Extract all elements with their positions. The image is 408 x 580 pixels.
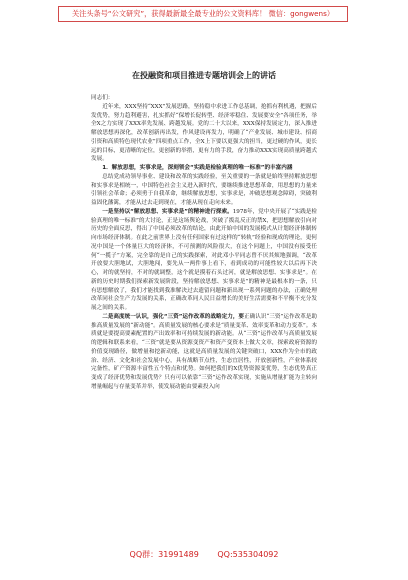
salutation: 同志们： <box>91 95 114 101</box>
promo-banner: 关注头条号“公文研究”，获得最新最全最专业的公文资料库！ 微信：gongwens） <box>58 6 348 22</box>
contact-footer <box>0 549 408 560</box>
document-title: 在投融资和项目推进专题培训会上的讲话 <box>132 71 276 80</box>
paragraph: 二是高度统一认识，强化“三资”运作改革的战略定力，要正确认识“三资”运作改革是助推高质量发展的“新动能”。高质量发展的核心要求是“质量变革、效率变革和动力变革”。本质就是要提高要素配置的产出效率和可持续发展的新动能。从“三资”运作改革与高质量发展的逻辑和联系来看，“三资”就是要从资源变资产和资产变资本上做大文章，探索政府资源的价值变现路径，做增量和挖新动能，这就是高质量发展的关键突破口，XXX作为全市的政治、经济、文化和社会发展中心，具有战略节点性，生态宜居性，开放创新性，产业体系较完备性，矿产资源丰富性五个特点和优势。如何把我们的X优势资源变优势，生态优势真正变成了经济优势和发展优势？只有可以依靠“三资”运作改革实现，实施从增量扩能为主转向增量崛起与存量变革并举，使发展动能由要素投入向 <box>91 313 317 390</box>
document-body <box>91 94 317 392</box>
qq-group: QQ群：31991489 <box>129 550 199 559</box>
paragraph: 总结党成功领导事业、建设和改革的实践经验，至关重要的一条就是始终坚持解放思想和实事求是相统一，中国特色社会主义进入新时代，要继续推进思想革命，用思想的力量来引领社会革命；必须勇于自我革命，继续解放思想，实事求是，冲破思想观念障碍，突破利益固化藩篱，才能从过去走到现在，才能从现在走向未来。 <box>91 173 317 206</box>
paragraph: 一是坚持以“解放思想、实事求是”的精神进行探索。1978年，党中央开展了“实践是检验真理的唯一标准”的大讨论，正是这场舆论战，突破了拨乱反正的禁X，把思想解放引向对历史的全面反思，得出了中国必须改革的结论，由此开始中国的发展模式从计划经济体制转向市场经济体制。在此之前世界上没有任何国家有过这样的“转轨”经验和现成的理论，更何况中国是一个体量巨大的经济体，不可预测的风险很大，在这个问题上，中国没有接受任何“一揽子”方案，完全靠的是自己的实践探索，对此邓小平同志曾不厌其烦地强调，“改革开放要大胆地试，大胆地闯，要先从一两件事上看下，看到成功的可能性较大以后再下决心，对的就坚持，不对的就调整，这个就是摸着石头过河，就是解放思想、实事求是”。在新的历史时期我们探索新发展阶段，坚持解放思想、实事求是”的精神是最根本的一条，只有思想解放了，我们才能找到我准解决过去遗留问题和新出现一系列问题的办法，正确处理改革同社会生产力发展的关系，正确改革同人民日益增长的美好生活需要和不平衡不充分发展之间的关系。 <box>91 208 317 311</box>
paragraph: 近年来，XXX坚持“XXX”发展思路，坚持稳中求进工作总基调，抢抓有利机遇，把握后发优势，努力趋利避害，扎实抓好“保增长促转型、经济零稳住、发展要安全”各项任务，举全X之力实现了XXX率先发展、跨越发展。党的二十大以来，XXX保持发展定力，深入推进解放思想再深化，改革创新再出发，作风建设再发力，明确了“产业发展、城市建设、招商引资和高质特色现代农业”四项重点工作，全X上下要以更强大的担当，更过硬的作风，更长远的目标，更清晰的定位，更创新的举措，更有力的手段，奋力推动XXX实现高质量跨越式发展。 <box>91 103 317 163</box>
qq-number: QQ:535304092 <box>217 550 279 559</box>
section-heading: 1．解放思想，实事求是，深刻领会“实践是检验真理的唯一标准”的丰富内涵 <box>102 165 293 171</box>
